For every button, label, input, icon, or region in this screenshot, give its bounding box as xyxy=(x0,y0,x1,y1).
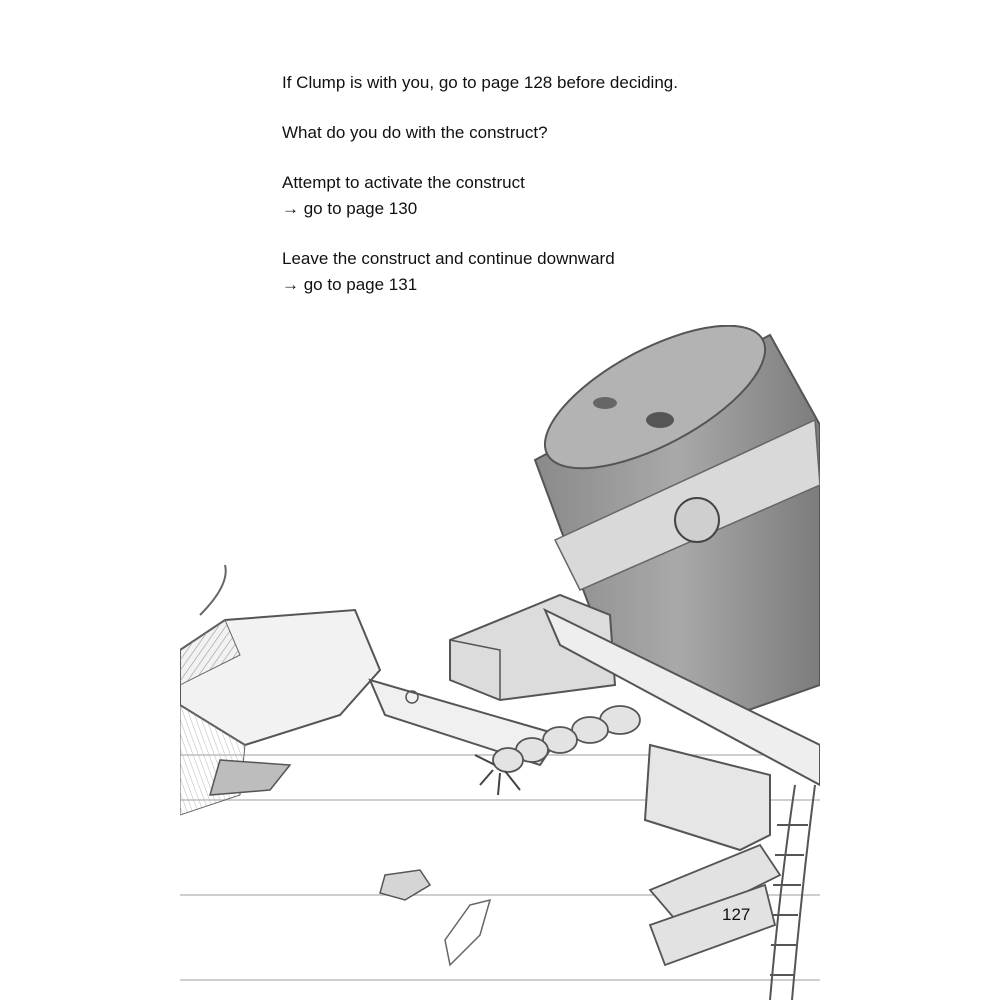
question-text: What do you do with the construct? xyxy=(282,123,548,142)
page-text xyxy=(282,70,802,298)
goto-page-link[interactable]: → go to page 130 xyxy=(282,199,418,218)
construct-illustration xyxy=(180,325,820,1000)
construct-body xyxy=(645,745,770,850)
lower-leg xyxy=(650,845,780,965)
page-number: 127 xyxy=(722,905,751,924)
intro-text: If Clump is with you, go to page 128 before deciding. xyxy=(282,73,678,92)
dangling-tube xyxy=(770,785,815,1000)
choice-activate xyxy=(282,170,802,222)
goto-page-link[interactable]: → go to page 131 xyxy=(282,275,418,294)
choice-label: Attempt to activate the construct xyxy=(282,173,525,192)
choice-leave xyxy=(282,246,802,298)
debris xyxy=(210,760,490,965)
choice-label: Leave the construct and continue downward xyxy=(282,249,615,268)
